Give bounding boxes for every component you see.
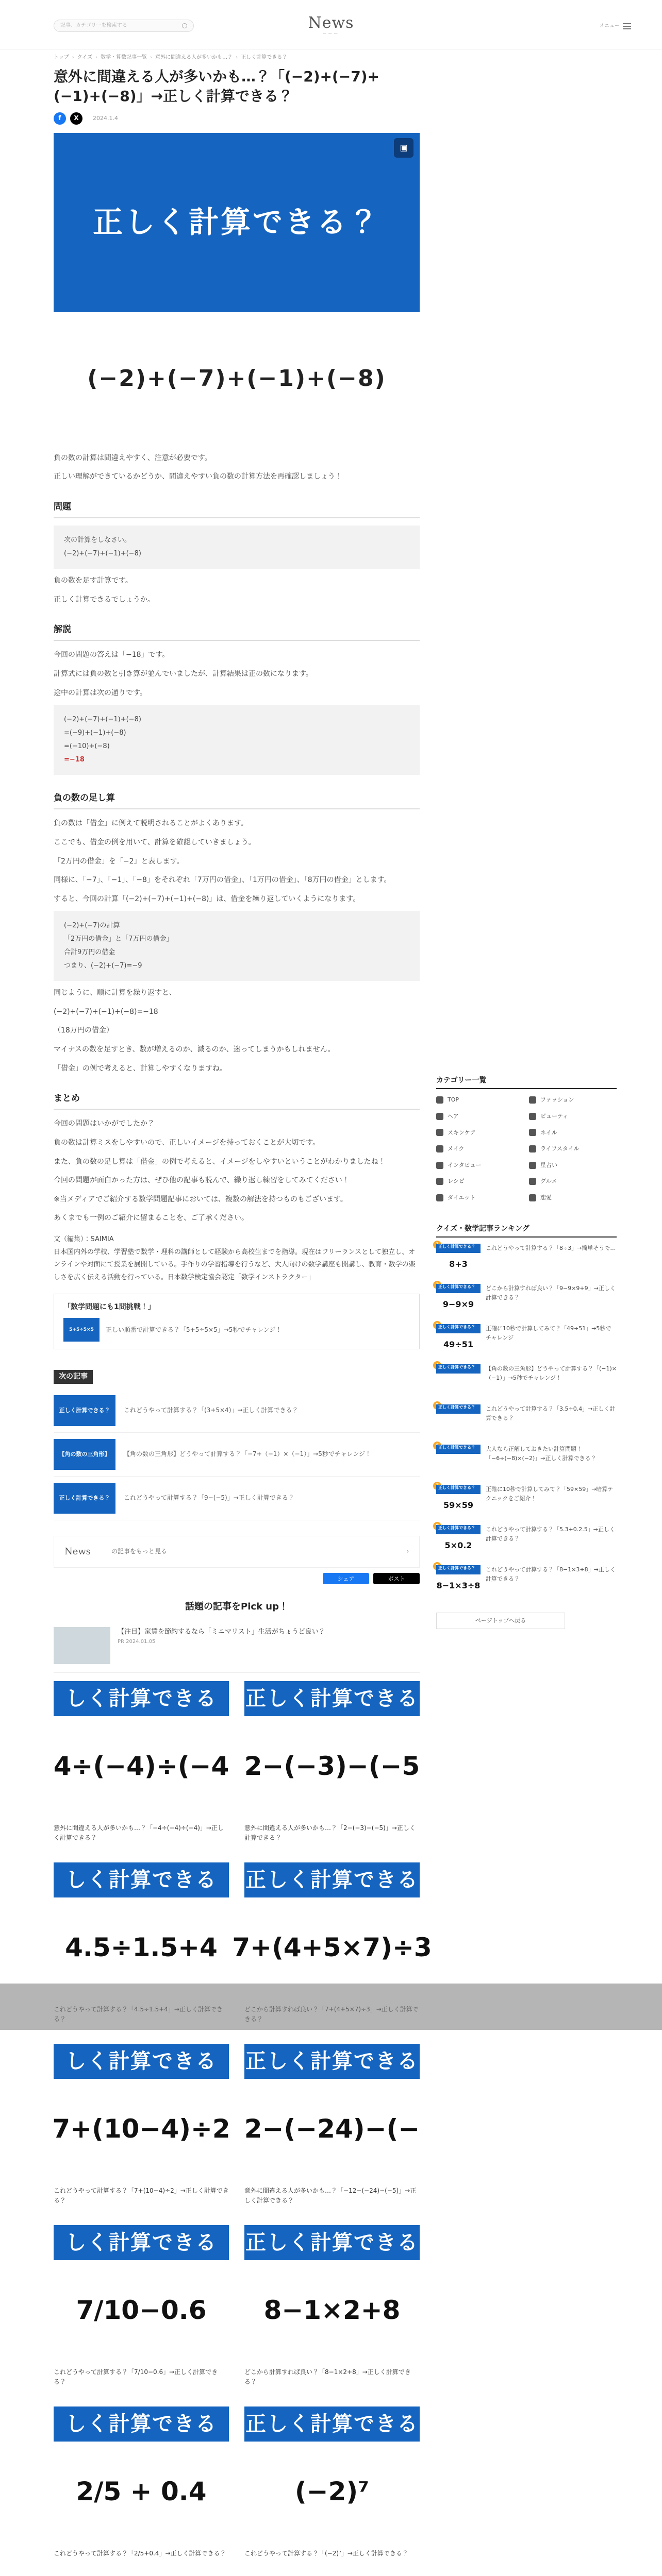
pickup-card-image (244, 2044, 420, 2183)
summary-note: あくまでも一例のご紹介に留まることを、ご了承ください。 (54, 1214, 249, 1223)
pickup-card-expression: 2−(−24)−(− (244, 2114, 420, 2144)
category-label: TOP (448, 1096, 459, 1104)
category-item[interactable] (436, 1128, 524, 1138)
chevron-right-icon: › (406, 1548, 409, 1555)
debt-line: (−2)+(−7)の計算 (64, 922, 120, 930)
debt-line: 「2万円の借金」と「7万円の借金」 (64, 935, 173, 943)
x-share-button[interactable]: ポスト (373, 1573, 420, 1584)
more-articles-link[interactable] (54, 1536, 420, 1568)
ranking-thumbnail-band: 正しく計算できる？ (436, 1244, 481, 1253)
logo-text: News (308, 14, 354, 32)
chat-icon: ▣ (394, 138, 413, 158)
breadcrumb: トップ › クイズ › 数学・算数記事一覧 › 意外に間違える人が多いかも…？ › 正しく計算できる？ (54, 49, 420, 64)
summary-text: また、負の数の足し算は「借金」の例で考えると、イメージをしやすいということがわかりましたね！ (54, 1157, 386, 1166)
challenge-text: 正しい順番で計算できる？「5+5÷5×5」→5秒でチャレンジ！ (106, 1326, 282, 1333)
category-item[interactable] (436, 1161, 524, 1170)
calc-box (54, 705, 420, 775)
pickup-card-image (54, 1681, 229, 1820)
problem-note: 正しく計算できるでしょうか。 (54, 595, 155, 604)
pickup-card-band: しく計算できる (54, 1681, 229, 1716)
ranking-item[interactable] (436, 1404, 617, 1436)
body-text: 同様に、「−7」、「−1」、「−8」をそれぞれ「7万円の借金」、「1万円の借金」、「8万円の借金」とします。 (54, 876, 391, 885)
ranking-list (436, 1244, 617, 1597)
footer-logo: News (64, 1546, 91, 1557)
category-icon (529, 1162, 536, 1169)
ranking-title-text: 大人なら正解しておきたい計算問題！「−6÷(−8)×(−2)」→正しく計算できる？ (486, 1445, 597, 1462)
next-article-item[interactable] (54, 1389, 420, 1433)
answer-text: 途中の計算は次の通りです。 (54, 688, 147, 697)
ranking-thumbnail (436, 1244, 481, 1276)
ranking-item[interactable] (436, 1565, 617, 1597)
ranking-title-text: 正確に10秒で計算してみて？「49÷51」→5秒でチャレンジ (486, 1325, 611, 1341)
ranking-thumbnail-band: 正しく計算できる？ (436, 1284, 481, 1293)
pickup-card-caption: どこから計算すれば良い？「8−1×2+8」→正しく計算できる？ (244, 2368, 411, 2386)
ranking-thumbnail (436, 1404, 481, 1436)
ranking-thumbnail-band: 正しく計算できる？ (436, 1364, 481, 1374)
debt-box (54, 911, 420, 981)
category-icon (529, 1145, 536, 1153)
page-top-button[interactable]: ページトップへ戻る (436, 1613, 565, 1629)
pickup-card-expression: 7+(4+5×7)÷3 (232, 1933, 432, 1963)
next-article-title: これどうやって計算する？「(3+5×4)」→正しく計算できる？ (124, 1406, 299, 1414)
category-label: ファッション (540, 1096, 574, 1104)
category-icon (436, 1129, 443, 1136)
ranking-thumbnail-expression: 8+3 (436, 1253, 481, 1276)
ranking-item[interactable] (436, 1284, 617, 1316)
footer-share (54, 1573, 420, 1584)
next-article-title: これどうやって計算する？「9−(−5)」→正しく計算できる？ (124, 1494, 294, 1501)
ranking-thumbnail (436, 1364, 481, 1396)
category-icon (436, 1162, 443, 1169)
category-item[interactable] (436, 1193, 524, 1202)
category-item[interactable] (529, 1112, 617, 1121)
category-label: ダイエット (448, 1194, 476, 1201)
x-icon[interactable]: X (70, 112, 82, 125)
ranking-thumbnail-expression (436, 1454, 481, 1477)
ranking-thumbnail-expression (436, 1414, 481, 1436)
pickup-card-caption: これどうやって計算する？「7/10−0.6」→正しく計算できる？ (54, 2368, 218, 2386)
author-block (54, 1233, 420, 1284)
category-item[interactable] (529, 1193, 617, 1202)
summary-text: 今回の問題はいかがでしたか？ (54, 1120, 155, 1128)
category-label: 恋愛 (540, 1194, 552, 1201)
debt-line: つまり、(−2)+(−7)=−9 (64, 962, 142, 970)
problem-line: (−2)+(−7)+(−1)+(−8) (64, 549, 141, 557)
body-text: 「2万円の借金」を「−2」と表します。 (54, 857, 184, 866)
category-icon (529, 1129, 536, 1136)
ranking-thumbnail-band: 正しく計算できる？ (436, 1525, 481, 1534)
menu-label: メニュー (599, 23, 620, 29)
pickup-featured[interactable] (54, 1622, 420, 1673)
ranking-thumbnail (436, 1485, 481, 1517)
pickup-card[interactable] (244, 2225, 420, 2397)
next-articles (54, 1359, 420, 1520)
summary-note: ※当メディアでご紹介する数学問題記事においては、複数の解法を持つものもございます。 (54, 1195, 347, 1204)
pickup-card-expression: (−2)⁷ (294, 2477, 370, 2507)
category-icon (529, 1096, 536, 1104)
category-label: スキンケア (448, 1129, 476, 1136)
pickup-card-band: しく計算できる (54, 2225, 229, 2260)
next-article-thumbnail: 正しく計算できる？ (54, 1395, 115, 1426)
site-header (0, 0, 662, 49)
ranking-thumbnail-expression: 5×0.2 (436, 1534, 481, 1557)
ranking-thumbnail (436, 1565, 481, 1597)
hero-text: 正しく計算できる？ (92, 205, 380, 240)
breadcrumb-item[interactable]: 意外に間違える人が多いかも…？ (155, 55, 233, 60)
footer-follow-text: の記事をもっと見る (111, 1548, 168, 1555)
breadcrumb-item: 正しく計算できる？ (241, 55, 288, 60)
problem-line: 次の計算をしなさい。 (64, 536, 131, 544)
pickup-card-caption: これどうやって計算する？「7+(10−4)÷2」→正しく計算できる？ (54, 2187, 229, 2205)
category-label: ヘア (448, 1112, 459, 1120)
pickup-card-band: しく計算できる (54, 2406, 229, 2442)
category-icon (436, 1194, 443, 1201)
pickup-photo (54, 1627, 110, 1664)
pickup-card-expression: 4÷(−4)÷(−4 (53, 1751, 229, 1782)
ranking-item[interactable] (436, 1445, 617, 1477)
category-label: メイク (448, 1145, 465, 1153)
category-item[interactable] (529, 1128, 617, 1138)
category-item[interactable] (529, 1177, 617, 1186)
facebook-share-button[interactable]: シェア (323, 1573, 369, 1584)
section-heading-problem: 問題 (54, 495, 420, 518)
publish-date: 2024.1.4 (93, 114, 118, 122)
pickup-card[interactable] (54, 1681, 229, 1853)
pickup-featured-title: 【注目】家賃を節約するなら「ミニマリスト」生活がちょうど良い？ (118, 1628, 325, 1636)
body-text: （18万円の借金） (54, 1026, 113, 1035)
article-main (52, 49, 432, 2576)
ranking-thumbnail-expression: 8−1×3÷8 (436, 1574, 481, 1597)
pickup-card-band: 正しく計算できる (244, 1681, 420, 1716)
pickup-card-band: 正しく計算できる (244, 2044, 420, 2079)
challenge-link[interactable] (63, 1318, 410, 1342)
pickup-grid (52, 1681, 432, 2576)
pickup-card-expression: 2−(−3)−(−5 (244, 1751, 420, 1782)
next-article-title: 【角の数の三角形】どうやって計算する？「−7+（−1）×（−1）」→5秒でチャレンジ！ (124, 1450, 371, 1458)
answer-text: 計算式には負の数と引き算が並んでいましたが、計算結果は正の数になります。 (54, 669, 313, 678)
next-article-thumbnail: 【角の数の三角形】 (54, 1439, 115, 1470)
category-item[interactable] (529, 1095, 617, 1105)
pickup-card-band: 正しく計算できる (244, 1862, 420, 1897)
category-item[interactable] (529, 1144, 617, 1154)
category-label: ライフスタイル (540, 1145, 580, 1153)
next-article-thumbnail: 正しく計算できる？ (54, 1483, 115, 1514)
author-bio: 日本国内外の学校、学習塾で数学・理科の講師として経験から高校生までを指導。現在はフリーランスとして独立し、オンラインや対面にて授業を展開している。手作りの学習指導を行うなど、大人向けの数学講座も開講し、教育・数学の楽しさを広く伝える活動を行っている。日本数学検定協会認定「数学インストラクター」 (54, 1248, 416, 1282)
ranking-thumbnail-band: 正しく計算できる？ (436, 1445, 481, 1454)
sidebar (436, 49, 617, 2576)
pickup-card-expression: 8−1×2+8 (263, 2295, 401, 2326)
breadcrumb-item[interactable]: トップ (54, 55, 69, 60)
pickup-featured-meta: PR 2024.01.05 (118, 1638, 156, 1645)
ranking-thumbnail-expression: 49÷51 (436, 1333, 481, 1356)
summary-text: 今回の問題が面白かった方は、ぜひ他の記事も読んで、繰り返し練習をしてみてください！ (54, 1176, 350, 1185)
body-text: 負の数は「借金」に例えて説明されることがよくあります。 (54, 819, 248, 828)
category-icon (436, 1145, 443, 1153)
site-logo[interactable] (289, 15, 373, 38)
formula-display: (−2)+(−7)+(−1)+(−8) (87, 365, 386, 392)
section-heading-negative: 負の数の足し算 (54, 786, 420, 809)
calc-line: =(−10)+(−8) (64, 742, 110, 751)
ranking-thumbnail-expression: 9−9×9 (436, 1293, 481, 1316)
logo-subtext: ーーー (322, 31, 340, 36)
category-item[interactable] (436, 1095, 524, 1105)
search-input[interactable] (54, 20, 194, 32)
pickup-card[interactable] (54, 2044, 229, 2216)
pickup-card-image (244, 1681, 420, 1820)
category-title: カテゴリー一覧 (436, 1075, 617, 1089)
category-icon (436, 1096, 443, 1104)
category-item[interactable] (436, 1144, 524, 1154)
category-item[interactable] (436, 1177, 524, 1186)
share-row (54, 112, 420, 125)
pickup-card-band: 正しく計算できる (244, 2225, 420, 2260)
calc-result: =−18 (64, 756, 85, 764)
ranking-title-text: これどうやって計算する？「8÷3」→簡単そうで… (486, 1244, 616, 1251)
ranking-thumbnail-expression: 59×59 (436, 1494, 481, 1517)
pickup-card[interactable] (54, 2406, 229, 2576)
ranking-title: クイズ・数学記事ランキング (436, 1223, 617, 1238)
body-text: 同じように、順に計算を繰り返すと、 (54, 989, 176, 997)
intro-text: 負の数の計算は間違えやすく、注意が必要です。 (54, 453, 212, 462)
article-title: 意外に間違える人が多いかも…？「(−2)+(−7)+(−1)+(−8)」→正しく計算できる？ (54, 68, 379, 105)
pickup-card-image (244, 2225, 420, 2364)
ranking-title-text: これどうやって計算する？「8−1×3÷8」→正しく計算できる？ (486, 1566, 616, 1582)
pickup-card-expression: 7/10−0.6 (76, 2295, 207, 2326)
summary-text: 負の数は計算ミスをしやすいので、正しいイメージを持っておくことが大切です。 (54, 1139, 320, 1147)
category-label: インタビュー (448, 1161, 482, 1168)
pickup-card-caption: これどうやって計算する？「(−2)⁷」→正しく計算できる？ (244, 2550, 408, 2557)
ranking-title-text: 正確に10秒で計算してみて？「59×59」→暗算テクニックをご紹介！ (486, 1485, 614, 1502)
category-label: レシピ (448, 1178, 465, 1185)
category-label: グルメ (540, 1178, 557, 1185)
body-text: (−2)+(−7)+(−1)+(−8)=−18 (54, 1007, 158, 1016)
ranking-thumbnail (436, 1284, 481, 1316)
answer-text: 今回の問題の答えは「−18」です。 (54, 651, 170, 659)
pickup-card-image (54, 2225, 229, 2364)
pickup-card-expression: 7+(10−4)÷2 (52, 2114, 230, 2144)
category-label: 星占い (540, 1161, 557, 1168)
ranking-item[interactable] (436, 1485, 617, 1517)
ranking-title-text: 【角の数の三角形】どうやって計算する？「(−1)×（−1）」→5秒でチャレンジ！ (486, 1365, 617, 1381)
pickup-title: 話題の記事をPick up！ (185, 1601, 288, 1613)
category-icon (436, 1113, 443, 1120)
ranking-thumbnail-band: 正しく計算できる？ (436, 1324, 481, 1333)
category-icon (529, 1194, 536, 1201)
pickup-card-band: 正しく計算できる (244, 2406, 420, 2442)
ranking-title-text: これどうやって計算する？「5.3+0.2.5」→正しく計算できる？ (486, 1526, 615, 1542)
ranking-thumbnail-band: 正しく計算できる？ (436, 1565, 481, 1574)
pickup-card-image (54, 1862, 229, 2002)
pickup-card-caption: 意外に間違える人が多いかも…？「2−(−3)−(−5)」→正しく計算できる？ (244, 1824, 416, 1842)
ranking-thumbnail (436, 1324, 481, 1356)
next-article-item[interactable] (54, 1433, 420, 1477)
calc-line: =(−9)+(−1)+(−8) (64, 729, 126, 737)
pickup-card-caption: 意外に間違える人が多いかも…？「−12−(−24)−(−5)」→正しく計算できる？ (244, 2187, 417, 2205)
author-label: 文（編集）：SAIMIA (54, 1235, 114, 1243)
problem-box (54, 526, 420, 569)
pickup-card-image (244, 2406, 420, 2546)
category-label: ネイル (540, 1129, 557, 1136)
next-article-item[interactable] (54, 1477, 420, 1520)
search-icon[interactable] (182, 23, 187, 28)
body-text: ここでも、借金の例を用いて、計算を確認していきましょう。 (54, 838, 256, 846)
menu-button[interactable] (599, 22, 631, 31)
breadcrumb-item[interactable]: クイズ (77, 55, 93, 60)
pickup-card-caption: これどうやって計算する？「2/5+0.4」→正しく計算できる？ (54, 2550, 226, 2557)
pickup-card-caption: 意外に間違える人が多いかも…？「−4÷(−4)÷(−4)」→正しく計算できる？ (54, 1824, 224, 1842)
facebook-icon[interactable]: f (54, 112, 66, 125)
ranking-item[interactable] (436, 1364, 617, 1396)
ranking-item[interactable] (436, 1244, 617, 1276)
pickup-card-band: しく計算できる (54, 2044, 229, 2079)
challenge-title: 「数学問題にも1問挑戦！」 (63, 1302, 155, 1311)
pickup-card-image (232, 1862, 432, 2002)
challenge-thumbnail: 5+5÷5×5 (63, 1318, 100, 1342)
intro-text: 正しい理解ができているかどうか、間違えやすい負の数の計算方法を再確認しましょう！ (54, 472, 342, 481)
body-text: 「借金」の例で考えると、計算しやすくなりますね。 (54, 1064, 227, 1073)
pickup-card[interactable] (244, 2044, 420, 2216)
category-item[interactable] (436, 1112, 524, 1121)
pickup-card[interactable] (54, 2225, 229, 2397)
body-text: すると、今回の計算「(−2)+(−7)+(−1)+(−8)」は、借金を繰り返していくようになります。 (54, 894, 360, 903)
breadcrumb-item[interactable]: 数学・算数記事一覧 (101, 55, 147, 60)
problem-note: 負の数を足す計算です。 (54, 576, 133, 585)
pickup-card[interactable] (244, 2406, 420, 2576)
pickup-card-expression: 4.5÷1.5+4 (65, 1933, 218, 1963)
ranking-thumbnail-expression (436, 1374, 481, 1396)
section-heading-summary: まとめ (54, 1087, 420, 1110)
pickup-card[interactable] (244, 1681, 420, 1853)
pickup-card-image (54, 2406, 229, 2546)
calc-line: (−2)+(−7)+(−1)+(−8) (64, 716, 141, 724)
debt-line: 合計9万円の借金 (64, 948, 115, 957)
pickup-card-expression: 2/5 + 0.4 (76, 2477, 207, 2507)
category-label: ビューティ (540, 1112, 569, 1120)
ranking-thumbnail (436, 1525, 481, 1557)
category-item[interactable] (529, 1161, 617, 1170)
hero-image (54, 133, 420, 312)
pickup-card-image (54, 2044, 229, 2183)
overlay-band (0, 1984, 662, 2030)
challenge-box (54, 1294, 420, 1349)
ranking-thumbnail (436, 1445, 481, 1477)
pickup-card-band: しく計算できる (54, 1862, 229, 1897)
search-placeholder: 記事、カテゴリーを検索する (60, 23, 127, 28)
ranking-title-text: どこから計算すれば良い？「9−9×9+9」→正しく計算できる？ (486, 1284, 616, 1301)
category-list (436, 1095, 617, 1202)
category-icon (529, 1113, 536, 1120)
ranking-thumbnail-band: 正しく計算できる？ (436, 1485, 481, 1494)
ranking-item[interactable] (436, 1324, 617, 1356)
ranking-title-text: これどうやって計算する？「3.5÷0.4」→正しく計算できる？ (486, 1405, 616, 1421)
category-icon (436, 1178, 443, 1185)
ranking-thumbnail-band: 正しく計算できる？ (436, 1404, 481, 1414)
section-heading-answer: 解説 (54, 618, 420, 641)
hamburger-icon (623, 22, 631, 31)
ranking-item[interactable] (436, 1525, 617, 1557)
category-icon (529, 1178, 536, 1185)
body-text: マイナスの数を足すとき、数が増えるのか、減るのか、迷ってしまうかもしれません。 (54, 1045, 335, 1054)
next-heading: 次の記事 (54, 1370, 93, 1383)
